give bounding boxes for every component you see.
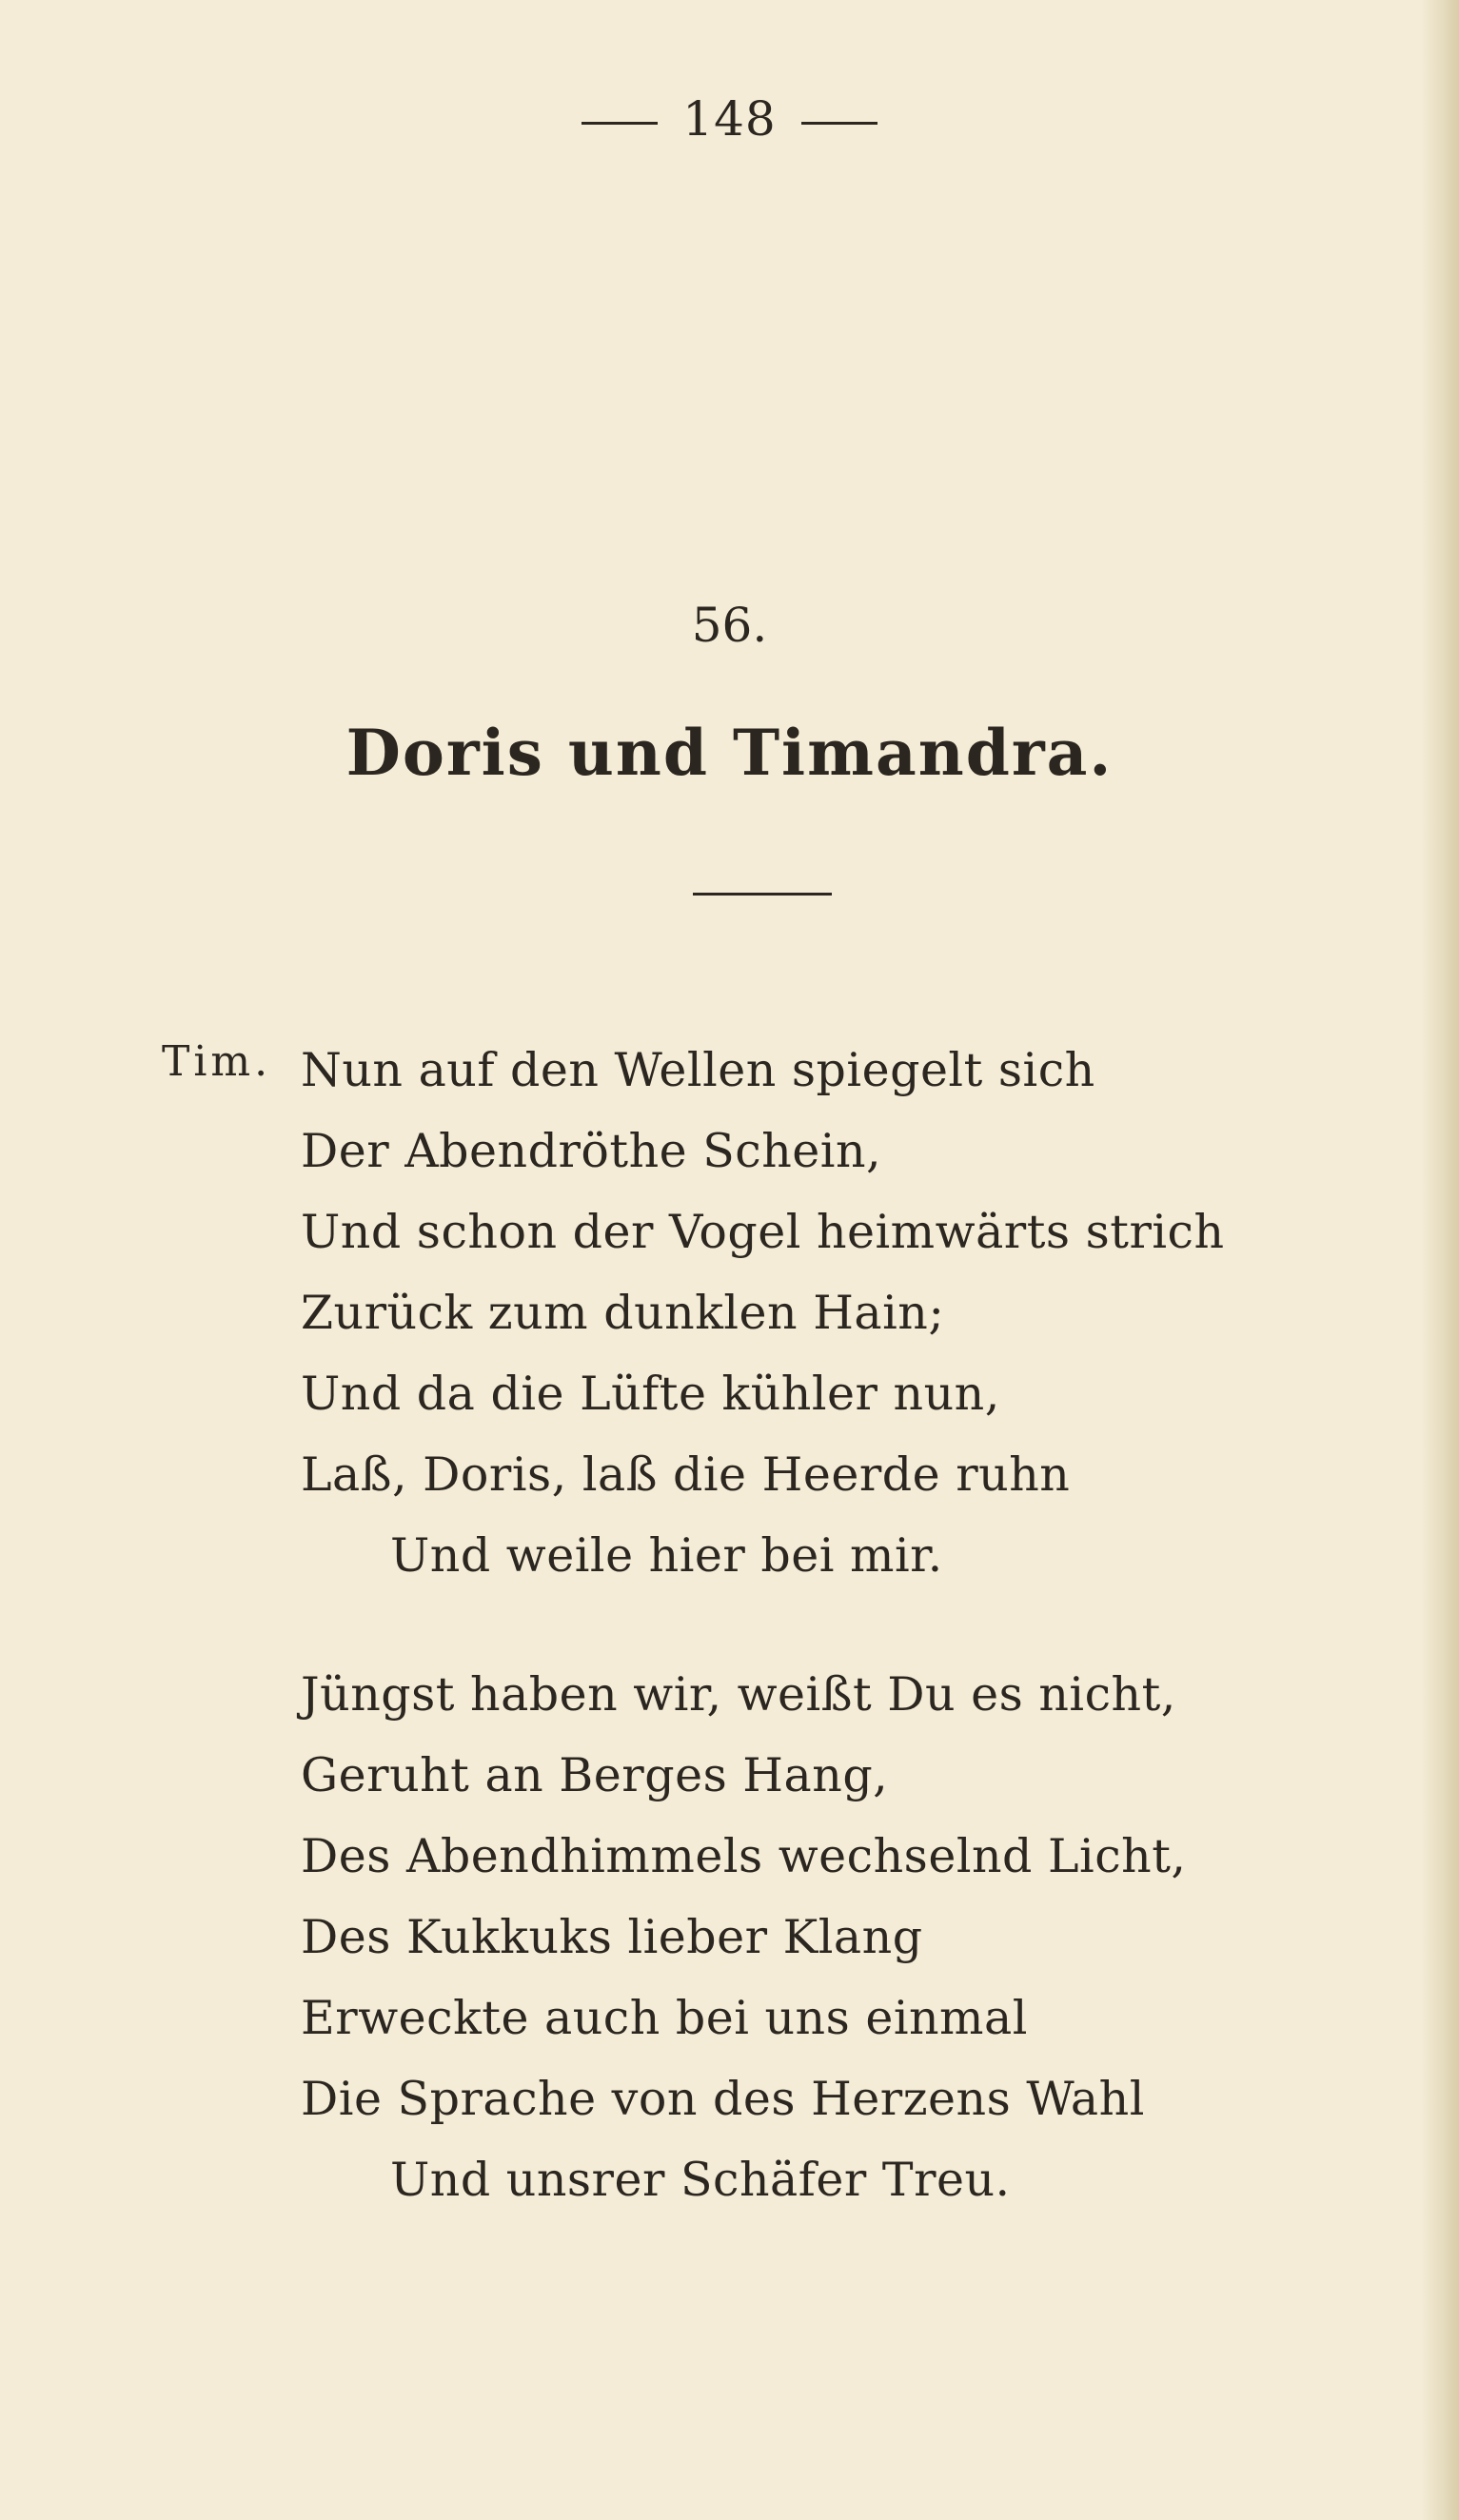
verse-line: Geruht an Berges Hang, [301,1748,889,1802]
verse-line: Nun auf den Wellen spiegelt sich [301,1043,1095,1097]
speaker-label: Tim. [162,1037,272,1086]
stanza-1 [301,1030,1225,1596]
verse-line: Und unsrer Schäfer Treu. [390,2153,1011,2207]
page-header [0,91,1459,147]
header-dash-right [801,122,877,125]
verse-line: Und da die Lüfte kühler nun, [301,1367,1000,1421]
verse-line: Und schon der Vogel heimwärts strich [301,1205,1225,1259]
verse-line: Der Abendröthe Schein, [301,1124,882,1178]
header-dash-left [582,122,658,125]
verse-line: Jüngst haben wir, weißt Du es nicht, [301,1667,1176,1722]
poem-number: 56. [691,598,768,653]
verse-line: Des Abendhimmels wechselnd Licht, [301,1829,1187,1883]
poem-title: Doris und Timandra. [345,716,1114,790]
page-edge-shadow [1421,0,1459,2520]
verse-line: Zurück zum dunklen Hain; [301,1286,945,1340]
verse-line: Die Sprache von des Herzens Wahl [301,2072,1145,2126]
stanza-2 [301,1654,1186,2220]
verse-line: Und weile hier bei mir. [390,1528,943,1583]
verse-line: Laß, Doris, laß die Heerde ruhn [301,1447,1071,1502]
page-number: 148 [682,91,777,147]
verse-line: Des Kukkuks lieber Klang [301,1910,923,1964]
title-divider [693,893,832,896]
verse-line: Erweckte auch bei uns einmal [301,1991,1028,2045]
